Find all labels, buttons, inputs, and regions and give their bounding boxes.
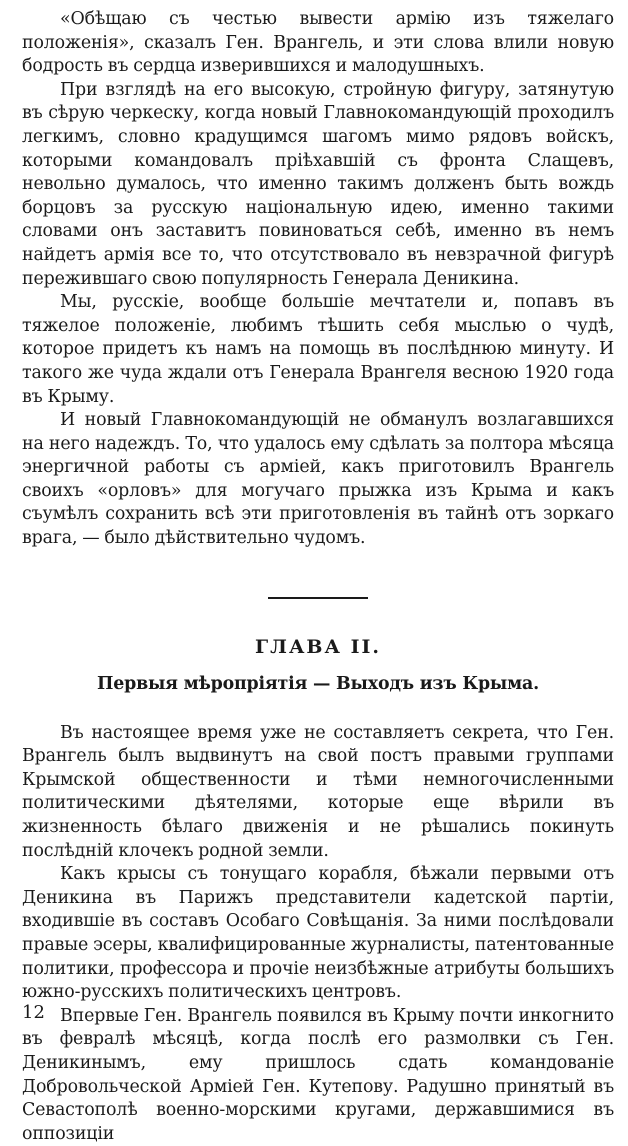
section-divider bbox=[268, 597, 368, 599]
chapter-title: ГЛАВА II. bbox=[255, 635, 381, 658]
paragraph: «Обѣщаю съ честью вывести армію изъ тяжелаго положенія», сказалъ Ген. Врангель, и эти слова влили новую бодрость въ сердца изверившихся и малодушныхъ. bbox=[22, 9, 614, 77]
paragraph: Мы, русскіе, вообще большіе мечтатели и, попавъ въ тяжелое положеніе, любимъ тѣшить себя мыслью о чудѣ, которое придетъ къ намъ на помощь въ послѣднюю минуту. И такого же чуда ждали отъ Генерала Врангеля весною 1920 года въ Крыму. bbox=[22, 292, 614, 407]
chapter-subtitle: Первыя мѣропріятія — Выходъ изъ Крыма. bbox=[97, 673, 539, 694]
text-section-2 bbox=[22, 722, 614, 1146]
book-page bbox=[22, 8, 614, 1146]
text-section-1 bbox=[22, 8, 614, 551]
page-number: 12 bbox=[22, 1002, 45, 1023]
paragraph: Впервые Ген. Врангель появился въ Крыму почти инкогнито въ февралѣ мѣсяцѣ, когда послѣ его размолвки съ Ген. Деникинымъ, ему пришлось сдать командованіе Добровольческой Арміей Ген. Кутепову. Радушно принятый въ Севастополѣ военно-морскими кругами, державшимися въ оппозиціи bbox=[22, 1005, 614, 1144]
paragraph: При взглядѣ на его высокую, стройную фигуру, затянутую въ сѣрую черкеску, когда новый Главнокомандующій проходилъ легкимъ, словно крадущимся шагомъ мимо рядовъ войскъ, которыми командовалъ пріѣхавшій съ фронта Слащевъ, невольно думалось, что именно такимъ долженъ быть вождь борцовъ за русскую національную идею, именно такими словами онъ заставитъ повиноваться себѣ, именно въ немъ найдетъ армія все то, что отсутствовало въ невзрачной фигурѣ пережившаго свою популярность Генерала Деникина. bbox=[22, 79, 614, 289]
paragraph: И новый Главнокомандующій не обманулъ возлагавшихся на него надеждъ. То, что удалось ему сдѣлать за полтора мѣсяца энергичной работы съ арміей, какъ приготовилъ Врангель своихъ «орловъ» для могучаго прыжка изъ Крыма и какъ съумѣлъ сохранить всѣ эти приготовленія въ тайнѣ отъ зоркаго врага, — было дѣйствительно чудомъ. bbox=[22, 410, 614, 549]
paragraph: Въ настоящее время уже не составляетъ секрета, что Ген. Врангель былъ выдвинутъ на свой постъ правыми группами Крымской общественности и тѣми немногочисленными политическими дѣятелями, которые еще вѣрили въ жизненность бѣлаго движенія и не рѣшались покинуть послѣдній клочекъ родной земли. bbox=[22, 722, 614, 861]
paragraph: Какъ крысы съ тонущаго корабля, бѣжали первыми отъ Деникина въ Парижъ представители кадетской партіи, входившіе въ составъ Особаго Совѣщанія. За ними послѣдовали правые эсеры, квалифицированные журналисты, патентованные политики, профессора и прочіе неизбѣжные атрибуты большихъ южно-русскихъ политическихъ центровъ. bbox=[22, 864, 614, 1003]
